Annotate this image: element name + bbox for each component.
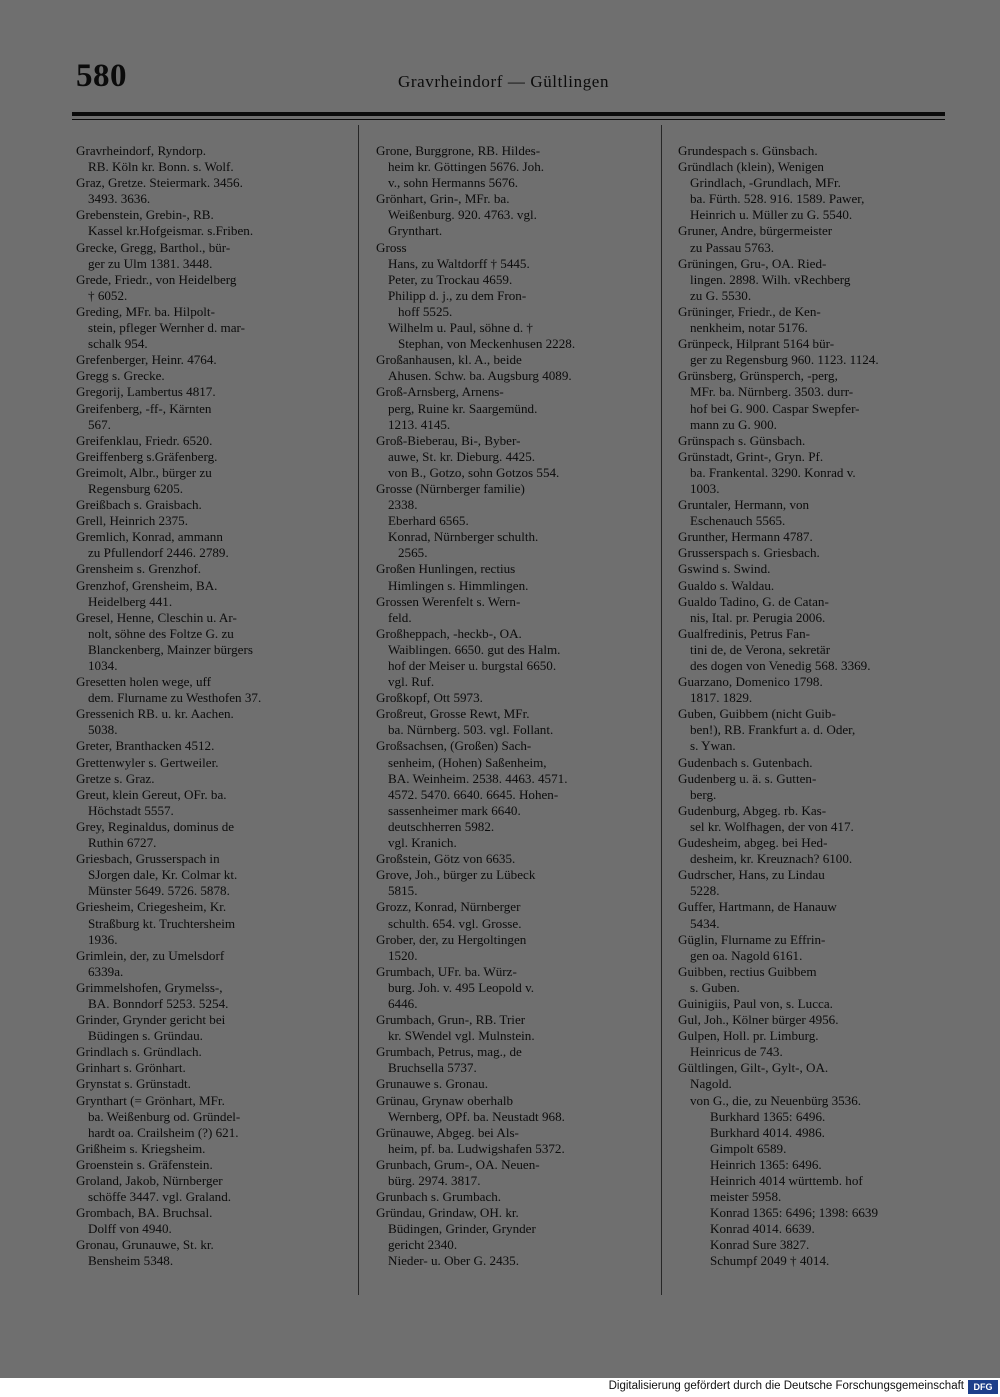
index-entry-continuation-line: bürg. 2974. 3817. (388, 1173, 481, 1188)
index-entry-continuation-line: hardt oa. Crailsheim (?) 621. (88, 1124, 239, 1140)
index-entry-continuation-line: kr. SWendel vgl. Mulnstein. (388, 1028, 535, 1044)
index-entry-headword-line: Gravrheindorf, Ryndorp. (76, 143, 207, 158)
running-head: Gravrheindorf — Gültlingen (398, 72, 610, 91)
index-entry-headword-line: Grusserspach s. Griesbach. (678, 545, 820, 561)
index-entry-continuation-line: ba. Fürth. 528. 916. 1589. Pawer, (690, 191, 865, 207)
index-entry-continuation-line: perg, Ruine kr. Saargemünd. (388, 400, 538, 416)
index-entry-continuation-line: hof der Meiser u. burgstal 6650. (388, 658, 557, 673)
index-entry-headword-line: Grünpeck, Hilprant 5164 bür- (678, 336, 835, 352)
index-entry-continuation-line: burg. Joh. v. 495 Leopold v. (388, 979, 535, 995)
index-entry-continuation-line: 1213. 4145. (388, 416, 451, 432)
index-entry-continuation-line: 5038. (88, 722, 118, 738)
index-entry-headword-line: Gretze s. Graz. (76, 770, 155, 786)
index-entry-continuation-line: heim kr. Göttingen 5676. Joh. (388, 159, 545, 175)
index-entry-headword-line: Grone, Burggrone, RB. Hildes- (376, 143, 541, 158)
index-entry-headword-line: Grober, der, zu Hergoltingen (376, 931, 527, 947)
index-entry-continuation-line: Nieder- u. Ober G. 2435. (388, 1253, 520, 1269)
index-entry-headword-line: Grunbach, Grum-, OA. Neuen- (376, 1156, 540, 1172)
index-entry-headword-line: Guben, Guibbem (nicht Guib- (678, 706, 836, 722)
index-entry-continuation-line: nolt, söhne des Foltze G. zu (88, 625, 234, 641)
index-entry-continuation-line: Wilhelm u. Paul, söhne d. † (388, 320, 533, 336)
index-entry-headword-line: Grüninger, Friedr., de Ken- (678, 303, 821, 319)
index-entry-continuation-line: tini de, de Verona, sekretär (690, 641, 831, 657)
index-entry-headword-line: Gruner, Andre, bürgermeister (678, 223, 833, 239)
index-entry-continuation-line: zu G. 5530. (690, 287, 752, 303)
index-entry-continuation-line: nenkheim, notar 5176. (690, 320, 808, 336)
index-entry-headword-line: Gudenburg, Abgeg. rb. Kas- (678, 802, 827, 818)
index-entry-continuation-line: Blanckenberg, Mainzer bürgers (88, 641, 253, 657)
index-entry-headword-line: Grynthart (= Grönhart, MFr. (76, 1092, 225, 1108)
index-entry-headword-line: Grünstadt, Grint-, Gryn. Pf. (678, 448, 824, 464)
index-entry-headword-line: Grindlach s. Gründlach. (76, 1044, 202, 1060)
index-entry-headword-line: Grove, Joh., bürger zu Lübeck (376, 867, 536, 883)
index-entry-headword-line: Gudenbach s. Gutenbach. (678, 754, 813, 770)
index-entry-continuation-line: gericht 2340. (388, 1237, 458, 1253)
index-entry-continuation-line: Kassel kr.Hofgeismar. s.Friben. (88, 223, 254, 239)
index-entry-headword-line: Grönhart, Grin-, MFr. ba. (376, 191, 510, 207)
index-entry-headword-line: Grünau, Grynaw oberhalb (376, 1092, 514, 1108)
index-entry-headword-line: Grozz, Konrad, Nürnberger (376, 899, 521, 915)
index-entry-continuation-line: Waiblingen. 6650. gut des Halm. (388, 641, 561, 657)
index-entry-continuation-line: nis, Ital. pr. Perugia 2006. (690, 609, 826, 625)
index-entry-headword-line: Gruntaler, Hermann, von (678, 497, 810, 513)
index-entry-headword-line: Großstein, Götz von 6635. (376, 851, 516, 867)
index-entry-continuation-line: SJorgen dale, Kr. Colmar kt. (88, 867, 238, 883)
index-entry-headword-line: Greifenberg, -ff-, Kärnten (76, 400, 212, 416)
index-entry-continuation-line: 2565. (398, 545, 428, 561)
index-entry-headword-line: Grynstat s. Grünstadt. (76, 1076, 191, 1092)
index-entry-continuation-line: ba. Frankental. 3290. Konrad v. (690, 464, 856, 480)
index-entry-headword-line: Greimolt, Albr., bürger zu (76, 464, 212, 480)
index-entry-continuation-line: MFr. ba. Nürnberg. 3503. durr- (690, 384, 854, 400)
index-entry-headword-line: Grettenwyler s. Gertweiler. (76, 754, 219, 770)
index-entry-headword-line: Grey, Reginaldus, dominus de (76, 818, 235, 834)
index-entry-continuation-line: BA. Weinheim. 2538. 4463. 4571. (388, 770, 568, 786)
index-entry-continuation-line: Heinrich 1365: 6496. (710, 1156, 822, 1172)
index-entry-continuation-line: ger zu Ulm 1381. 3448. (88, 255, 213, 271)
index-entry-headword-line: Grißheim s. Kriegsheim. (76, 1140, 206, 1156)
index-entry-continuation-line: Burkhard 1365: 6496. (710, 1108, 826, 1124)
index-entry-continuation-line: dem. Flurname zu Westhofen 37. (88, 690, 262, 706)
index-entry-continuation-line: Eberhard 6565. (388, 513, 469, 529)
index-entry-headword-line: Greter, Branthacken 4512. (76, 738, 215, 754)
index-entry-headword-line: Groß-Arnsberg, Arnens- (376, 384, 504, 400)
index-entry-continuation-line: ba. Weißenburg od. Gründel- (88, 1108, 241, 1124)
index-entry-continuation-line: vgl. Kranich. (388, 835, 457, 851)
index-entry-headword-line: Gresetten holen wege, uff (76, 674, 212, 690)
index-entry-headword-line: Greding, MFr. ba. Hilpolt- (76, 303, 215, 319)
index-entry-headword-line: Großanhausen, kl. A., beide (376, 352, 522, 368)
index-entry-headword-line: Grumbach, Grun-, RB. Trier (376, 1012, 526, 1028)
index-entry-continuation-line: Dolff von 4940. (88, 1221, 172, 1237)
footer-bar (0, 1378, 1000, 1397)
index-entry-headword-line: Groland, Jakob, Nürnberger (76, 1173, 223, 1188)
index-entry-continuation-line: auwe, St. kr. Dieburg. 4425. (388, 448, 536, 464)
index-entry-headword-line: Gültlingen, Gilt-, Gylt-, OA. (678, 1060, 829, 1076)
index-entry-continuation-line: Himlingen s. Himmlingen. (388, 577, 529, 593)
index-entry-headword-line: Gualfredinis, Petrus Fan- (678, 625, 811, 641)
index-entry-headword-line: Grumbach, UFr. ba. Würz- (376, 963, 517, 979)
index-entry-headword-line: Grenzhof, Grensheim, BA. (76, 577, 218, 593)
index-entry-headword-line: Gressenich RB. u. kr. Aachen. (76, 706, 234, 722)
index-entry-continuation-line: gen oa. Nagold 6161. (690, 947, 803, 963)
index-entry-headword-line: Greiffenberg s.Gräfenberg. (76, 448, 218, 464)
index-entry-continuation-line: desheim, kr. Kreuznach? 6100. (690, 851, 853, 867)
index-entry-headword-line: Grimmelshofen, Grymelss-, (76, 979, 223, 995)
index-entry-continuation-line: s. Ywan. (690, 738, 736, 754)
index-entry-continuation-line: Straßburg kt. Truchtersheim (88, 915, 236, 931)
index-entry-continuation-line: v., sohn Hermanns 5676. (388, 175, 519, 191)
index-entry-headword-line: Großreut, Grosse Rewt, MFr. (376, 706, 530, 722)
index-entry-continuation-line: Regensburg 6205. (88, 480, 184, 496)
index-entry-continuation-line: ba. Nürnberg. 503. vgl. Follant. (388, 722, 554, 738)
index-entry-headword-line: Grossen Werenfelt s. Wern- (376, 593, 521, 609)
index-entry-continuation-line: hoff 5525. (398, 303, 453, 319)
index-entry-headword-line: Greifenklau, Friedr. 6520. (76, 432, 213, 448)
dfg-logo: DFG (968, 1380, 998, 1394)
index-entry-continuation-line: Heinricus de 743. (690, 1044, 783, 1060)
index-entry-headword-line: Grinhart s. Grönhart. (76, 1060, 186, 1076)
index-entry-headword-line: Grede, Friedr., von Heidelberg (76, 271, 237, 287)
index-entry-continuation-line: lingen. 2898. Wilh. vRechberg (690, 271, 851, 287)
index-entry-continuation-line: Gimpolt 6589. (710, 1140, 787, 1156)
digitization-credit: Digitalisierung gefördert durch die Deutsche Forschungsgemeinschaft (608, 1380, 964, 1392)
index-entry-headword-line: Grumbach, Petrus, mag., de (376, 1044, 522, 1060)
index-entry-continuation-line: 6339a. (88, 963, 124, 979)
index-entry-headword-line: Grimlein, der, zu Umelsdorf (76, 947, 225, 963)
index-entry-continuation-line: 1034. (88, 658, 118, 673)
index-entry-continuation-line: 5815. (388, 883, 418, 899)
index-entry-continuation-line: s. Guben. (690, 979, 740, 995)
index-entry-headword-line: Grüningen, Gru-, OA. Ried- (678, 255, 827, 271)
index-entry-headword-line: Gulpen, Holl. pr. Limburg. (678, 1028, 819, 1044)
index-entry-continuation-line: zu Pfullendorf 2446. 2789. (88, 545, 229, 561)
index-entry-continuation-line: schalk 954. (88, 336, 148, 352)
index-entry-headword-line: Gründlach (klein), Wenigen (678, 159, 824, 175)
index-entry-headword-line: Gregorij, Lambertus 4817. (76, 384, 216, 400)
index-entry-continuation-line: Wernberg, OPf. ba. Neustadt 968. (388, 1108, 565, 1124)
index-entry-headword-line: Grell, Heinrich 2375. (76, 513, 188, 529)
index-entry-continuation-line: stein, pfleger Wernher d. mar- (88, 320, 245, 336)
index-entry-continuation-line: hof bei G. 900. Caspar Swepfer- (690, 400, 860, 416)
index-entry-continuation-line: 567. (88, 416, 111, 432)
index-entry-continuation-line: senheim, (Hohen) Saßenheim, (388, 754, 547, 770)
index-entry-continuation-line: 1520. (388, 947, 418, 963)
index-entry-headword-line: Guibben, rectius Guibbem (678, 963, 817, 979)
index-entry-continuation-line: Schumpf 2049 † 4014. (710, 1253, 830, 1269)
index-entry-continuation-line: Bruchsella 5737. (388, 1060, 477, 1076)
index-entry-continuation-line: schöffe 3447. vgl. Graland. (88, 1189, 232, 1205)
index-entry-headword-line: Gudrscher, Hans, zu Lindau (678, 867, 825, 883)
index-entry-headword-line: Gründau, Grindaw, OH. kr. (376, 1205, 519, 1221)
index-entry-headword-line: Griesheim, Criegesheim, Kr. (76, 899, 227, 915)
index-entry-continuation-line: Stephan, von Meckenhusen 2228. (398, 336, 576, 352)
index-entry-continuation-line: 1817. 1829. (690, 690, 753, 706)
index-entry-continuation-line: schulth. 654. vgl. Grosse. (388, 915, 522, 931)
index-entry-headword-line: Grefenberger, Heinr. 4764. (76, 352, 217, 368)
index-entry-continuation-line: deutschherren 5982. (388, 818, 495, 834)
index-entry-headword-line: Grinder, Grynder gericht bei (76, 1012, 226, 1028)
index-entry-continuation-line: Eschenauch 5565. (690, 513, 786, 529)
index-entry-headword-line: Grombach, BA. Bruchsal. (76, 1205, 213, 1221)
index-entry-continuation-line: mann zu G. 900. (690, 416, 777, 432)
index-entry-continuation-line: BA. Bonndorf 5253. 5254. (88, 995, 229, 1011)
index-entry-continuation-line: Konrad 4014. 6639. (710, 1221, 815, 1237)
index-entry-continuation-line: 1936. (88, 931, 118, 947)
index-entry-headword-line: Guinigiis, Paul von, s. Lucca. (678, 995, 833, 1011)
index-entry-headword-line: Grünauwe, Abgeg. bei Als- (376, 1124, 519, 1140)
index-entry-headword-line: Grunauwe s. Gronau. (376, 1076, 488, 1092)
index-entry-headword-line: Graz, Gretze. Steiermark. 3456. (76, 175, 243, 191)
index-entry-continuation-line: Bensheim 5348. (88, 1253, 174, 1269)
index-entry-continuation-line: Heinrich 4014 württemb. hof (710, 1173, 863, 1188)
index-entry-continuation-line: Hans, zu Waltdorff † 5445. (388, 255, 530, 271)
index-entry-continuation-line: meister 5958. (710, 1189, 782, 1205)
index-column-3 (678, 143, 946, 1270)
index-entry-continuation-line: Münster 5649. 5726. 5878. (88, 883, 230, 899)
index-entry-continuation-line: von B., Gotzo, sohn Gotzos 554. (388, 464, 560, 480)
index-column-1 (76, 143, 338, 1270)
index-entry-continuation-line: Burkhard 4014. 4986. (710, 1124, 825, 1140)
index-entry-continuation-line: vgl. Ruf. (388, 674, 435, 690)
index-entry-continuation-line: ger zu Regensburg 960. 1123. 1124. (690, 352, 879, 368)
index-entry-headword-line: Großsachsen, (Großen) Sach- (376, 738, 532, 754)
index-entry-headword-line: Gronau, Grunauwe, St. kr. (76, 1237, 214, 1253)
index-entry-continuation-line: Konrad 1365: 6496; 1398: 6639 (710, 1205, 879, 1221)
index-entry-continuation-line: des dogen von Venedig 568. 3369. (690, 658, 871, 673)
index-entry-headword-line: Gremlich, Konrad, ammann (76, 529, 223, 545)
index-entry-continuation-line: Nagold. (690, 1076, 732, 1092)
index-entry-continuation-line: RB. Köln kr. Bonn. s. Wolf. (88, 159, 234, 175)
index-entry-headword-line: Gswind s. Swind. (678, 561, 771, 577)
index-entry-headword-line: Großen Hunlingen, rectius (376, 561, 516, 577)
index-entry-continuation-line: heim, pf. ba. Ludwigshafen 5372. (388, 1140, 565, 1156)
index-entry-headword-line: Groenstein s. Gräfenstein. (76, 1156, 213, 1172)
index-entry-continuation-line: Philipp d. j., zu dem Fron- (388, 287, 527, 303)
index-entry-headword-line: Grünspach s. Günsbach. (678, 432, 806, 448)
index-entry-headword-line: Großheppach, -heckb-, OA. (376, 625, 522, 641)
index-entry-headword-line: Güglin, Flurname zu Effrin- (678, 931, 826, 947)
index-entry-continuation-line: Büdingen, Grinder, Grynder (388, 1221, 536, 1237)
index-entry-headword-line: Groß-Bieberau, Bi-, Byber- (376, 432, 521, 448)
index-entry-headword-line: Gregg s. Grecke. (76, 368, 165, 384)
index-entry-continuation-line: † 6052. (88, 287, 128, 303)
index-entry-headword-line: Gudenberg u. ä. s. Gutten- (678, 770, 817, 786)
index-entry-continuation-line: sassenheimer mark 6640. (388, 802, 521, 818)
index-entry-continuation-line: ben!), RB. Frankfurt a. d. Oder, (690, 722, 856, 738)
index-entry-continuation-line: Grindlach, -Grundlach, MFr. (690, 175, 841, 191)
column-divider-right (661, 125, 662, 1295)
index-entry-continuation-line: feld. (388, 609, 412, 625)
index-entry-continuation-line: 4572. 5470. 6640. 6645. Hohen- (388, 786, 559, 802)
index-entry-continuation-line: Grynthart. (388, 223, 443, 239)
index-entry-continuation-line: Weißenburg. 920. 4763. vgl. (388, 207, 537, 223)
column-divider-left (358, 125, 359, 1295)
index-entry-headword-line: Grebenstein, Grebin-, RB. (76, 207, 214, 223)
index-entry-headword-line: Großkopf, Ott 5973. (376, 690, 483, 706)
index-entry-continuation-line: 5434. (690, 915, 720, 931)
index-entry-headword-line: Gudesheim, abgeg. bei Hed- (678, 835, 828, 851)
index-entry-continuation-line: Höchstadt 5557. (88, 802, 174, 818)
index-entry-headword-line: Grosse (Nürnberger familie) (376, 480, 525, 496)
index-entry-continuation-line: von G., die, zu Neuenbürg 3536. (690, 1092, 862, 1108)
index-entry-headword-line: Grundespach s. Günsbach. (678, 143, 818, 158)
index-column-2 (376, 143, 642, 1270)
index-entry-headword-line: Guffer, Hartmann, de Hanauw (678, 899, 837, 915)
index-entry-continuation-line: Ahusen. Schw. ba. Augsburg 4089. (388, 368, 572, 384)
index-entry-continuation-line: Heinrich u. Müller zu G. 5540. (690, 207, 853, 223)
index-entry-headword-line: Grecke, Gregg, Barthol., bür- (76, 239, 231, 255)
index-entry-continuation-line: 6446. (388, 995, 418, 1011)
index-entry-headword-line: Grünsberg, Grünsperch, -perg, (678, 368, 838, 384)
index-entry-headword-line: Greut, klein Gereut, OFr. ba. (76, 786, 227, 802)
index-entry-headword-line: Gresel, Henne, Cleschin u. Ar- (76, 609, 237, 625)
index-entry-continuation-line: 3493. 3636. (88, 191, 151, 207)
index-entry-headword-line: Griesbach, Grusserspach in (76, 851, 220, 867)
index-entry-continuation-line: Konrad, Nürnberger schulth. (388, 529, 539, 545)
index-entry-continuation-line: Heidelberg 441. (88, 593, 173, 609)
page-number: 580 (76, 58, 127, 94)
index-entry-headword-line: Gul, Joh., Kölner bürger 4956. (678, 1012, 839, 1028)
index-entry-headword-line: Grunbach s. Grumbach. (376, 1189, 502, 1205)
index-entry-continuation-line: sel kr. Wolfhagen, der von 417. (690, 818, 854, 834)
index-entry-headword-line: Gualdo Tadino, G. de Catan- (678, 593, 829, 609)
index-entry-continuation-line: Konrad Sure 3827. (710, 1237, 810, 1253)
index-entry-continuation-line: 5228. (690, 883, 720, 899)
index-entry-headword-line: Grunther, Hermann 4787. (678, 529, 813, 545)
index-entry-continuation-line: Peter, zu Trockau 4659. (388, 271, 513, 287)
header-rule-thin (72, 119, 945, 120)
index-entry-headword-line: Guarzano, Domenico 1798. (678, 674, 823, 690)
index-entry-headword-line: Gualdo s. Waldau. (678, 577, 775, 593)
index-entry-continuation-line: 1003. (690, 480, 720, 496)
index-entry-continuation-line: Ruthin 6727. (88, 835, 157, 851)
index-entry-headword-line: Grensheim s. Grenzhof. (76, 561, 202, 577)
index-entry-continuation-line: Büdingen s. Gründau. (88, 1028, 203, 1044)
index-entry-headword-line: Gross (376, 239, 407, 255)
index-entry-headword-line: Greißbach s. Graisbach. (76, 497, 202, 513)
index-entry-continuation-line: berg. (690, 786, 717, 802)
index-entry-continuation-line: zu Passau 5763. (690, 239, 775, 255)
header-rule-thick (72, 112, 945, 116)
index-entry-continuation-line: 2338. (388, 497, 418, 513)
